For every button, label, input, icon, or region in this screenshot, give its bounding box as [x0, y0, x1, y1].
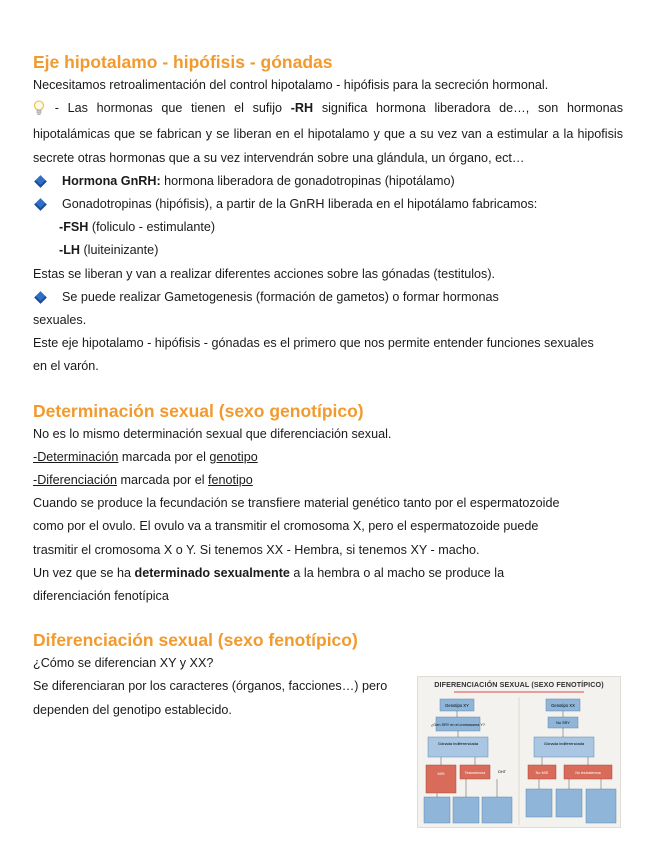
fig-right-q: No SRY — [556, 721, 570, 725]
lightbulb-icon — [33, 100, 45, 123]
paragraph-intro: Necesitamos retroalimentación del control hipotalamo - hipófisis para la secreción hormonal. — [33, 78, 549, 92]
item-lh: -LH (luiteinizante) — [59, 243, 159, 258]
diagram-diferenciacion-figure — [417, 676, 621, 828]
fig-right-top: Genotipo XX — [551, 703, 575, 708]
fig-left-dht: DHT — [498, 770, 506, 774]
figure-title: DIFERENCIACIÓN SEXUAL (SEXO FENOTÍPICO) — [434, 680, 604, 689]
fig-left-t: Testosterona — [464, 771, 486, 775]
diamond-bullet-icon — [34, 175, 47, 188]
figure-flowchart — [418, 693, 620, 829]
paragraph-fecundacion: Cuando se produce la fecundación se transfiere material genético tanto por el espermatozoide como por el ovulo. El ovulo va a transmitir el cromosoma X, pero el espermatozoide puede trasmitir el cromosoma X o Y. Si tenemos XX - Hembra, si tenemos XY - macho. — [33, 496, 560, 557]
paragraph-determinado: Un vez que se ha determinado sexualmente a la hembra o al macho se produce la diferenciación fenotípica — [33, 565, 505, 604]
def-determinacion: -Determinación marcada por el genotipo — [33, 449, 258, 464]
heading-determinacion: Determinación sexual (sexo genotípico) — [33, 400, 364, 421]
def-diferenciacion: -Diferenciación marcada por el fenotipo — [33, 473, 253, 488]
fig-right-not: No testosterona — [575, 771, 601, 775]
fig-right-gonad: Gónada indiferenciada — [543, 741, 585, 746]
bullet-gonadotropinas: Gonadotropinas (hipófisis), a partir de la GnRH liberada en el hipotálamo fabricamos: — [33, 193, 623, 216]
bullet-gnrh: Hormona GnRH: hormona liberadora de gonadotropinas (hipotálamo) — [33, 170, 623, 193]
fig-left-gonad: Gónada indiferenciada — [437, 741, 479, 746]
diamond-bullet-icon — [34, 198, 47, 211]
heading-diferenciacion: Diferenciación sexual (sexo fenotípico) — [33, 630, 358, 651]
fig-left-q: ¿Gen SRY en el cromosoma Y? — [430, 723, 486, 727]
paragraph-note: - Las hormonas que tienen el sufijo -RH significa hormona liberadora de…, son hormonas hipotalámicas que se fabrican y se liberan en el hipotalamo y que a su vez van a estimular a la hipofisis secrete otras hormonas que a su vez intervendrán sobre una glándula, un órgano, ect… — [33, 101, 623, 165]
fig-left-top: Genotipo XY — [445, 703, 469, 708]
heading-eje: Eje hipotalamo - hipófisis - gónadas — [33, 52, 333, 72]
document-page — [33, 50, 623, 722]
diamond-bullet-icon — [34, 291, 47, 304]
fig-left-mis: MIS — [437, 771, 445, 776]
paragraph-final-eje: Este eje hipotalamo - hipófisis - gónadas es el primero que nos permite entender funciones sexuales en el varón. — [33, 336, 594, 374]
paragraph-sexuales: sexuales. — [33, 313, 87, 328]
item-fsh: -FSH (foliculo - estimulante) — [59, 220, 216, 235]
paragraph-liberan: Estas se liberan y van a realizar diferentes acciones sobre las gónadas (testitulos). — [33, 266, 496, 281]
bullet-gametogenesis: Se puede realizar Gametogenesis (formación de gametos) o formar hormonas — [33, 286, 623, 309]
question-xy-xx: ¿Cómo se diferencian XY y XX? — [33, 656, 214, 671]
fig-right-nomis: No MIS — [535, 771, 549, 775]
paragraph-caracteres: Se diferenciaran por los caracteres (órganos, facciones…) pero dependen del genotipo establecido. — [33, 679, 388, 717]
paragraph-no-es: No es lo mismo determinación sexual que diferenciación sexual. — [33, 426, 392, 441]
